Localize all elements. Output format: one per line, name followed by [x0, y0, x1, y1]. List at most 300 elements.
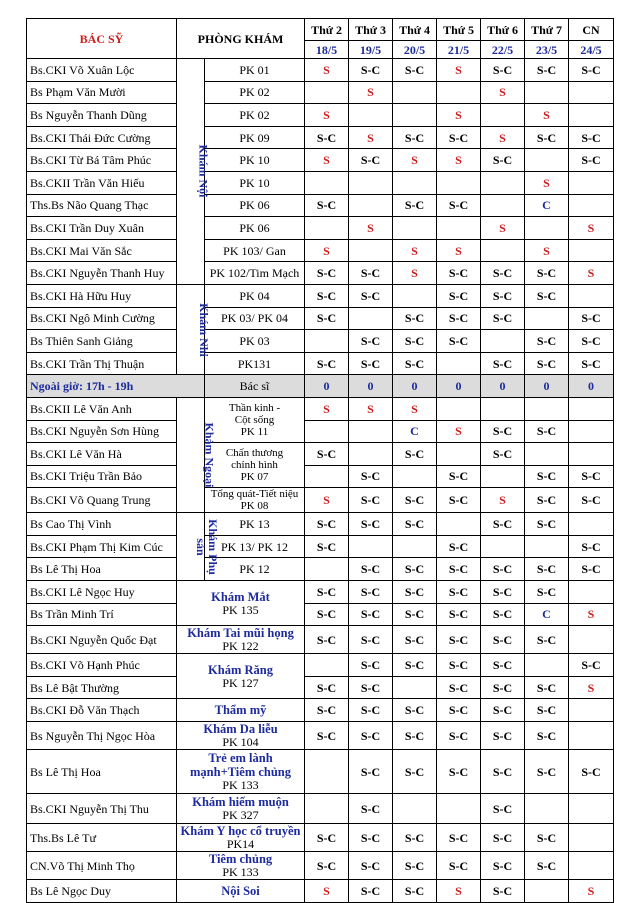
schedule-cell: S-C [393, 654, 437, 677]
table-row [27, 194, 614, 217]
day-header: Thứ 5 [437, 19, 481, 41]
room-label: PK 02 [205, 81, 305, 104]
schedule-cell: S-C [393, 513, 437, 536]
doctor-name: Bs.CKI Hà Hữu Huy [27, 284, 177, 307]
doctor-name: Bs.CKI Phạm Thị Kim Cúc [27, 535, 177, 558]
schedule-cell: S-C [525, 626, 569, 654]
room-label: PK 10 [205, 171, 305, 194]
schedule-cell: S [437, 239, 481, 262]
schedule-cell: S-C [437, 722, 481, 750]
schedule-cell [569, 104, 614, 127]
overtime-cell: 0 [305, 375, 349, 398]
schedule-cell: S-C [305, 824, 349, 852]
schedule-cell: S-C [349, 59, 393, 82]
day-header: Thứ 7 [525, 19, 569, 41]
room-column-header: PHÒNG KHÁM [177, 19, 305, 59]
doctor-name: Bs Nguyễn Thị Ngọc Hòa [27, 722, 177, 750]
table-row [27, 104, 614, 127]
doctor-name: Bs.CKII Trần Văn Hiếu [27, 171, 177, 194]
schedule-cell: S [569, 262, 614, 285]
specialty-title: Khám Da liễu [203, 722, 278, 737]
schedule-cell: S-C [525, 513, 569, 536]
schedule-cell: S-C [393, 126, 437, 149]
schedule-cell [393, 171, 437, 194]
table-row [27, 824, 614, 852]
table-row [27, 330, 614, 353]
doctor-name: Bs Thiên Sanh Giảng [27, 330, 177, 353]
specialty-kham-mat [177, 581, 305, 626]
schedule-cell: S-C [481, 262, 525, 285]
schedule-cell: S-C [481, 352, 525, 375]
schedule-cell [569, 794, 614, 824]
schedule-cell: S-C [525, 465, 569, 488]
schedule-cell: S-C [481, 750, 525, 794]
overtime-room: Bác sĩ [205, 375, 305, 398]
schedule-cell: S-C [349, 794, 393, 824]
date-header: 18/5 [305, 41, 349, 59]
specialty-room: PK 327 [222, 808, 259, 823]
room-label: PK 13 [205, 513, 305, 536]
room-line: Cột sống [234, 414, 275, 426]
specialty-hiem-muon [177, 794, 305, 824]
schedule-cell [481, 104, 525, 127]
doctor-name: Ths.Bs Não Quang Thạc [27, 194, 177, 217]
doctor-name: Bs.CKI Nguyễn Thị Thu [27, 794, 177, 824]
room-label: PK 03/ PK 04 [205, 307, 305, 330]
schedule-cell: S-C [349, 581, 393, 604]
schedule-cell: S [437, 59, 481, 82]
specialty-room: PK 135 [222, 602, 259, 617]
doctor-name: Bs.CKI Triệu Trần Bảo [27, 465, 177, 488]
schedule-cell [525, 880, 569, 903]
table-row [27, 626, 614, 654]
table-row [27, 262, 614, 285]
room-label: PK 13/ PK 12 [205, 535, 305, 558]
table-row [27, 794, 614, 824]
schedule-cell [481, 330, 525, 353]
schedule-cell [437, 217, 481, 240]
schedule-cell: S [305, 104, 349, 127]
schedule-cell [393, 794, 437, 824]
room-line: PK 11 [240, 426, 269, 438]
schedule-cell: S-C [393, 880, 437, 903]
schedule-cell [305, 171, 349, 194]
schedule-cell: S-C [305, 676, 349, 699]
schedule-cell: S-C [437, 535, 481, 558]
room-line: chỉnh hình [231, 459, 278, 472]
schedule-cell: S [393, 239, 437, 262]
schedule-cell: S-C [569, 750, 614, 794]
date-header: 21/5 [437, 41, 481, 59]
schedule-cell: S-C [481, 443, 525, 466]
table-row [27, 699, 614, 722]
schedule-cell [305, 420, 349, 443]
schedule-cell: C [525, 603, 569, 626]
schedule-cell [525, 794, 569, 824]
date-header: 23/5 [525, 41, 569, 59]
date-header: 24/5 [569, 41, 614, 59]
doctor-name: Bs.CKI Đỗ Văn Thạch [27, 699, 177, 722]
room-label: PK 12 [205, 558, 305, 581]
schedule-cell [569, 699, 614, 722]
specialty-title: Khám Mắt [211, 589, 270, 604]
schedule-cell: S [525, 239, 569, 262]
schedule-cell: S-C [525, 330, 569, 353]
room-line: PK 07 [240, 471, 269, 484]
schedule-cell: S-C [349, 149, 393, 172]
doctor-name: Bs.CKI Thái Đức Cường [27, 126, 177, 149]
doctor-name: Bs.CKI Lê Ngọc Huy [27, 581, 177, 604]
schedule-cell [569, 239, 614, 262]
schedule-cell: S-C [437, 654, 481, 677]
schedule-cell: S-C [393, 824, 437, 852]
schedule-cell: S-C [305, 352, 349, 375]
schedule-cell [349, 104, 393, 127]
schedule-cell: S-C [481, 581, 525, 604]
schedule-cell: S-C [393, 750, 437, 794]
schedule-cell: S-C [349, 262, 393, 285]
room-label [205, 397, 305, 442]
table-row [27, 558, 614, 581]
schedule-cell: S-C [349, 330, 393, 353]
overtime-label: Ngoài giờ: 17h - 19h [27, 375, 205, 398]
schedule-cell: S-C [481, 59, 525, 82]
schedule-cell: S-C [305, 603, 349, 626]
schedule-cell [305, 750, 349, 794]
room-label: PK 04 [205, 284, 305, 307]
schedule-cell: S-C [305, 722, 349, 750]
doctor-name: Bs Nguyễn Thanh Dũng [27, 104, 177, 127]
schedule-cell [481, 239, 525, 262]
schedule-cell: S-C [481, 824, 525, 852]
specialty-tham-my [177, 699, 305, 722]
schedule-cell [481, 465, 525, 488]
table-row [27, 581, 614, 604]
schedule-cell [525, 307, 569, 330]
specialty-title: Khám Răng [208, 662, 273, 677]
table-row [27, 443, 614, 466]
schedule-cell: S-C [525, 126, 569, 149]
room-label: PK 102/Tim Mạch [205, 262, 305, 285]
group-text: Khám Nhi [196, 302, 211, 357]
schedule-cell: S [393, 149, 437, 172]
schedule-cell [481, 397, 525, 420]
table-row [27, 535, 614, 558]
schedule-cell [305, 654, 349, 677]
specialty-tiem-chung [177, 852, 305, 880]
doctor-name: Bs.CKI Nguyễn Sơn Hùng [27, 420, 177, 443]
schedule-cell: S-C [569, 126, 614, 149]
schedule-cell: S-C [349, 603, 393, 626]
schedule-cell [437, 81, 481, 104]
specialty-title: Trẻ em lành [208, 751, 273, 766]
schedule-cell: S [349, 217, 393, 240]
specialty-da-lieu [177, 722, 305, 750]
doctor-column-header: BÁC SỸ [27, 19, 177, 59]
doctor-name: Bs Cao Thị Vình [27, 513, 177, 536]
schedule-cell: S-C [481, 420, 525, 443]
schedule-cell: S-C [437, 488, 481, 513]
schedule-cell: S-C [525, 59, 569, 82]
schedule-cell: S-C [393, 852, 437, 880]
schedule-cell [481, 171, 525, 194]
schedule-cell [305, 794, 349, 824]
schedule-cell: S-C [481, 699, 525, 722]
specialty-noi-soi [177, 880, 305, 903]
doctor-name: Bs Lê Bật Thường [27, 676, 177, 699]
doctor-name: Ths.Bs Lê Tư [27, 824, 177, 852]
specialty-title: Khám hiếm muộn [192, 795, 289, 810]
table-row [27, 217, 614, 240]
overtime-cell: 0 [393, 375, 437, 398]
schedule-cell: S-C [437, 852, 481, 880]
table-row [27, 676, 614, 699]
schedule-cell: S [569, 676, 614, 699]
schedule-cell: S-C [569, 465, 614, 488]
schedule-cell: S-C [349, 750, 393, 794]
day-header: Thứ 2 [305, 19, 349, 41]
schedule-cell: S [393, 262, 437, 285]
schedule-cell: S-C [349, 654, 393, 677]
schedule-cell: S-C [305, 535, 349, 558]
schedule-cell: S-C [349, 284, 393, 307]
day-header: Thứ 6 [481, 19, 525, 41]
schedule-cell: S-C [393, 603, 437, 626]
schedule-cell: S-C [481, 676, 525, 699]
table-row [27, 171, 614, 194]
schedule-cell: S-C [525, 262, 569, 285]
schedule-cell: C [525, 194, 569, 217]
table-row [27, 750, 614, 794]
schedule-cell: S [349, 397, 393, 420]
doctor-name: CN.Võ Thị Minh Thọ [27, 852, 177, 880]
schedule-cell: S-C [393, 59, 437, 82]
room-label: PK 103/ Gan [205, 239, 305, 262]
doctor-name: Bs.CKII Lê Văn Anh [27, 397, 177, 420]
schedule-cell [393, 465, 437, 488]
schedule-cell: S-C [525, 722, 569, 750]
schedule-cell: S-C [349, 722, 393, 750]
schedule-cell: S-C [305, 126, 349, 149]
schedule-cell: S-C [437, 307, 481, 330]
room-label [205, 488, 305, 513]
doctor-name: Bs Trần Minh Trí [27, 603, 177, 626]
doctor-name: Bs Lê Thị Hoa [27, 750, 177, 794]
schedule-cell [437, 794, 481, 824]
schedule-table [26, 18, 614, 903]
schedule-cell: S [437, 880, 481, 903]
schedule-cell: S-C [437, 194, 481, 217]
table-row [27, 420, 614, 443]
schedule-cell [525, 81, 569, 104]
schedule-cell [569, 824, 614, 852]
doctor-name: Bs.CKI Trần Thị Thuận [27, 352, 177, 375]
schedule-cell: S-C [481, 654, 525, 677]
schedule-cell [393, 104, 437, 127]
specialty-title: Khám Tai mũi họng [187, 626, 294, 641]
schedule-cell: S-C [525, 750, 569, 794]
schedule-cell: S-C [525, 699, 569, 722]
schedule-cell: S-C [437, 750, 481, 794]
doctor-name: Bs.CKI Nguyễn Thanh Huy [27, 262, 177, 285]
schedule-cell [305, 217, 349, 240]
schedule-cell: S-C [393, 352, 437, 375]
schedule-cell [569, 171, 614, 194]
schedule-cell [525, 149, 569, 172]
room-label: PK 01 [205, 59, 305, 82]
room-line: PK 08 [240, 500, 269, 513]
schedule-cell: S-C [393, 626, 437, 654]
schedule-cell: S-C [569, 558, 614, 581]
schedule-cell: S-C [349, 824, 393, 852]
table-row [27, 397, 614, 420]
schedule-cell: S [305, 488, 349, 513]
doctor-name: Bs.CKI Võ Xuân Lộc [27, 59, 177, 82]
schedule-cell: S-C [437, 626, 481, 654]
group-text: Khám Phụ sản [194, 518, 220, 575]
schedule-cell: S [525, 171, 569, 194]
schedule-cell: S-C [305, 581, 349, 604]
schedule-cell [393, 217, 437, 240]
schedule-cell: S [305, 149, 349, 172]
schedule-cell: S [525, 104, 569, 127]
schedule-cell: S-C [569, 488, 614, 513]
schedule-cell [305, 81, 349, 104]
schedule-cell [437, 397, 481, 420]
schedule-cell: S-C [525, 284, 569, 307]
schedule-cell: S-C [481, 513, 525, 536]
schedule-cell [349, 443, 393, 466]
schedule-cell [437, 352, 481, 375]
room-label: PK 03 [205, 330, 305, 353]
group-label-kham-nhi [177, 284, 211, 374]
schedule-cell: S-C [305, 443, 349, 466]
doctor-name: Bs.CKI Nguyễn Quốc Đạt [27, 626, 177, 654]
schedule-cell: S [437, 149, 481, 172]
date-header: 20/5 [393, 41, 437, 59]
schedule-cell [437, 171, 481, 194]
schedule-cell: S-C [349, 558, 393, 581]
schedule-cell [437, 513, 481, 536]
schedule-cell [569, 722, 614, 750]
table-row [27, 603, 614, 626]
schedule-cell: S-C [525, 852, 569, 880]
doctor-name: Bs Lê Ngọc Duy [27, 880, 177, 903]
doctor-name: Bs Lê Thị Hoa [27, 558, 177, 581]
room-line: Thần kinh - [228, 402, 281, 414]
schedule-cell: S-C [305, 626, 349, 654]
table-row [27, 126, 614, 149]
schedule-cell: S [305, 59, 349, 82]
schedule-cell: S-C [305, 262, 349, 285]
room-label: PK 02 [205, 104, 305, 127]
schedule-cell: S-C [481, 149, 525, 172]
schedule-cell: S [481, 488, 525, 513]
specialty-tre-em [177, 750, 305, 794]
schedule-cell: S-C [481, 284, 525, 307]
schedule-cell [525, 654, 569, 677]
schedule-cell [525, 443, 569, 466]
schedule-cell: S-C [481, 852, 525, 880]
schedule-cell: S [481, 81, 525, 104]
schedule-cell [569, 443, 614, 466]
schedule-cell: S-C [305, 699, 349, 722]
schedule-cell [393, 535, 437, 558]
schedule-cell: S-C [349, 465, 393, 488]
schedule-cell: S-C [437, 262, 481, 285]
table-row [27, 149, 614, 172]
schedule-cell [569, 852, 614, 880]
schedule-cell [349, 307, 393, 330]
specialty-room: PK 133 [222, 865, 259, 880]
schedule-cell: S-C [393, 722, 437, 750]
day-header: Thứ 4 [393, 19, 437, 41]
schedule-cell: S-C [393, 307, 437, 330]
room-label: PK 06 [205, 217, 305, 240]
doctor-name: Bs.CKI Từ Bá Tâm Phúc [27, 149, 177, 172]
schedule-cell [349, 171, 393, 194]
schedule-cell: S-C [525, 488, 569, 513]
schedule-cell [569, 581, 614, 604]
schedule-cell [305, 465, 349, 488]
specialty-title: Tiêm chủng [208, 852, 273, 867]
table-row [27, 513, 614, 536]
room-label: PK 09 [205, 126, 305, 149]
group-text: Khám Ngoại [202, 422, 217, 488]
table-row [27, 307, 614, 330]
group-label-kham-phu-san [177, 513, 220, 581]
specialty-room: PK 127 [222, 675, 259, 690]
room-label: PK131 [205, 352, 305, 375]
schedule-cell: S [305, 239, 349, 262]
schedule-cell: S [393, 397, 437, 420]
schedule-cell: S-C [525, 558, 569, 581]
schedule-cell: S-C [393, 581, 437, 604]
date-header: 22/5 [481, 41, 525, 59]
overtime-cell: 0 [481, 375, 525, 398]
schedule-cell: S-C [349, 626, 393, 654]
schedule-cell [349, 420, 393, 443]
schedule-cell: S-C [437, 465, 481, 488]
table-row [27, 465, 614, 488]
schedule-cell: S-C [393, 488, 437, 513]
schedule-cell: S [437, 104, 481, 127]
schedule-cell: S-C [393, 194, 437, 217]
schedule-cell: S-C [569, 307, 614, 330]
schedule-cell [525, 535, 569, 558]
doctor-name: Bs.CKI Võ Quang Trung [27, 488, 177, 513]
schedule-cell [349, 535, 393, 558]
schedule-cell: S [569, 603, 614, 626]
schedule-cell: S [437, 420, 481, 443]
schedule-cell [481, 535, 525, 558]
header-row [27, 19, 614, 41]
schedule-cell: S-C [305, 513, 349, 536]
schedule-cell [481, 194, 525, 217]
schedule-cell: S-C [481, 880, 525, 903]
schedule-cell: S-C [481, 603, 525, 626]
specialty-title: Nội Soi [221, 883, 260, 898]
overtime-cell: 0 [569, 375, 614, 398]
schedule-cell: S-C [349, 352, 393, 375]
schedule-cell [393, 676, 437, 699]
room-line: Tổng quát-Tiết niệu [210, 488, 299, 501]
schedule-cell: S-C [437, 603, 481, 626]
schedule-cell: S-C [437, 581, 481, 604]
schedule-cell: S-C [481, 794, 525, 824]
schedule-cell: S [569, 217, 614, 240]
schedule-cell [437, 443, 481, 466]
